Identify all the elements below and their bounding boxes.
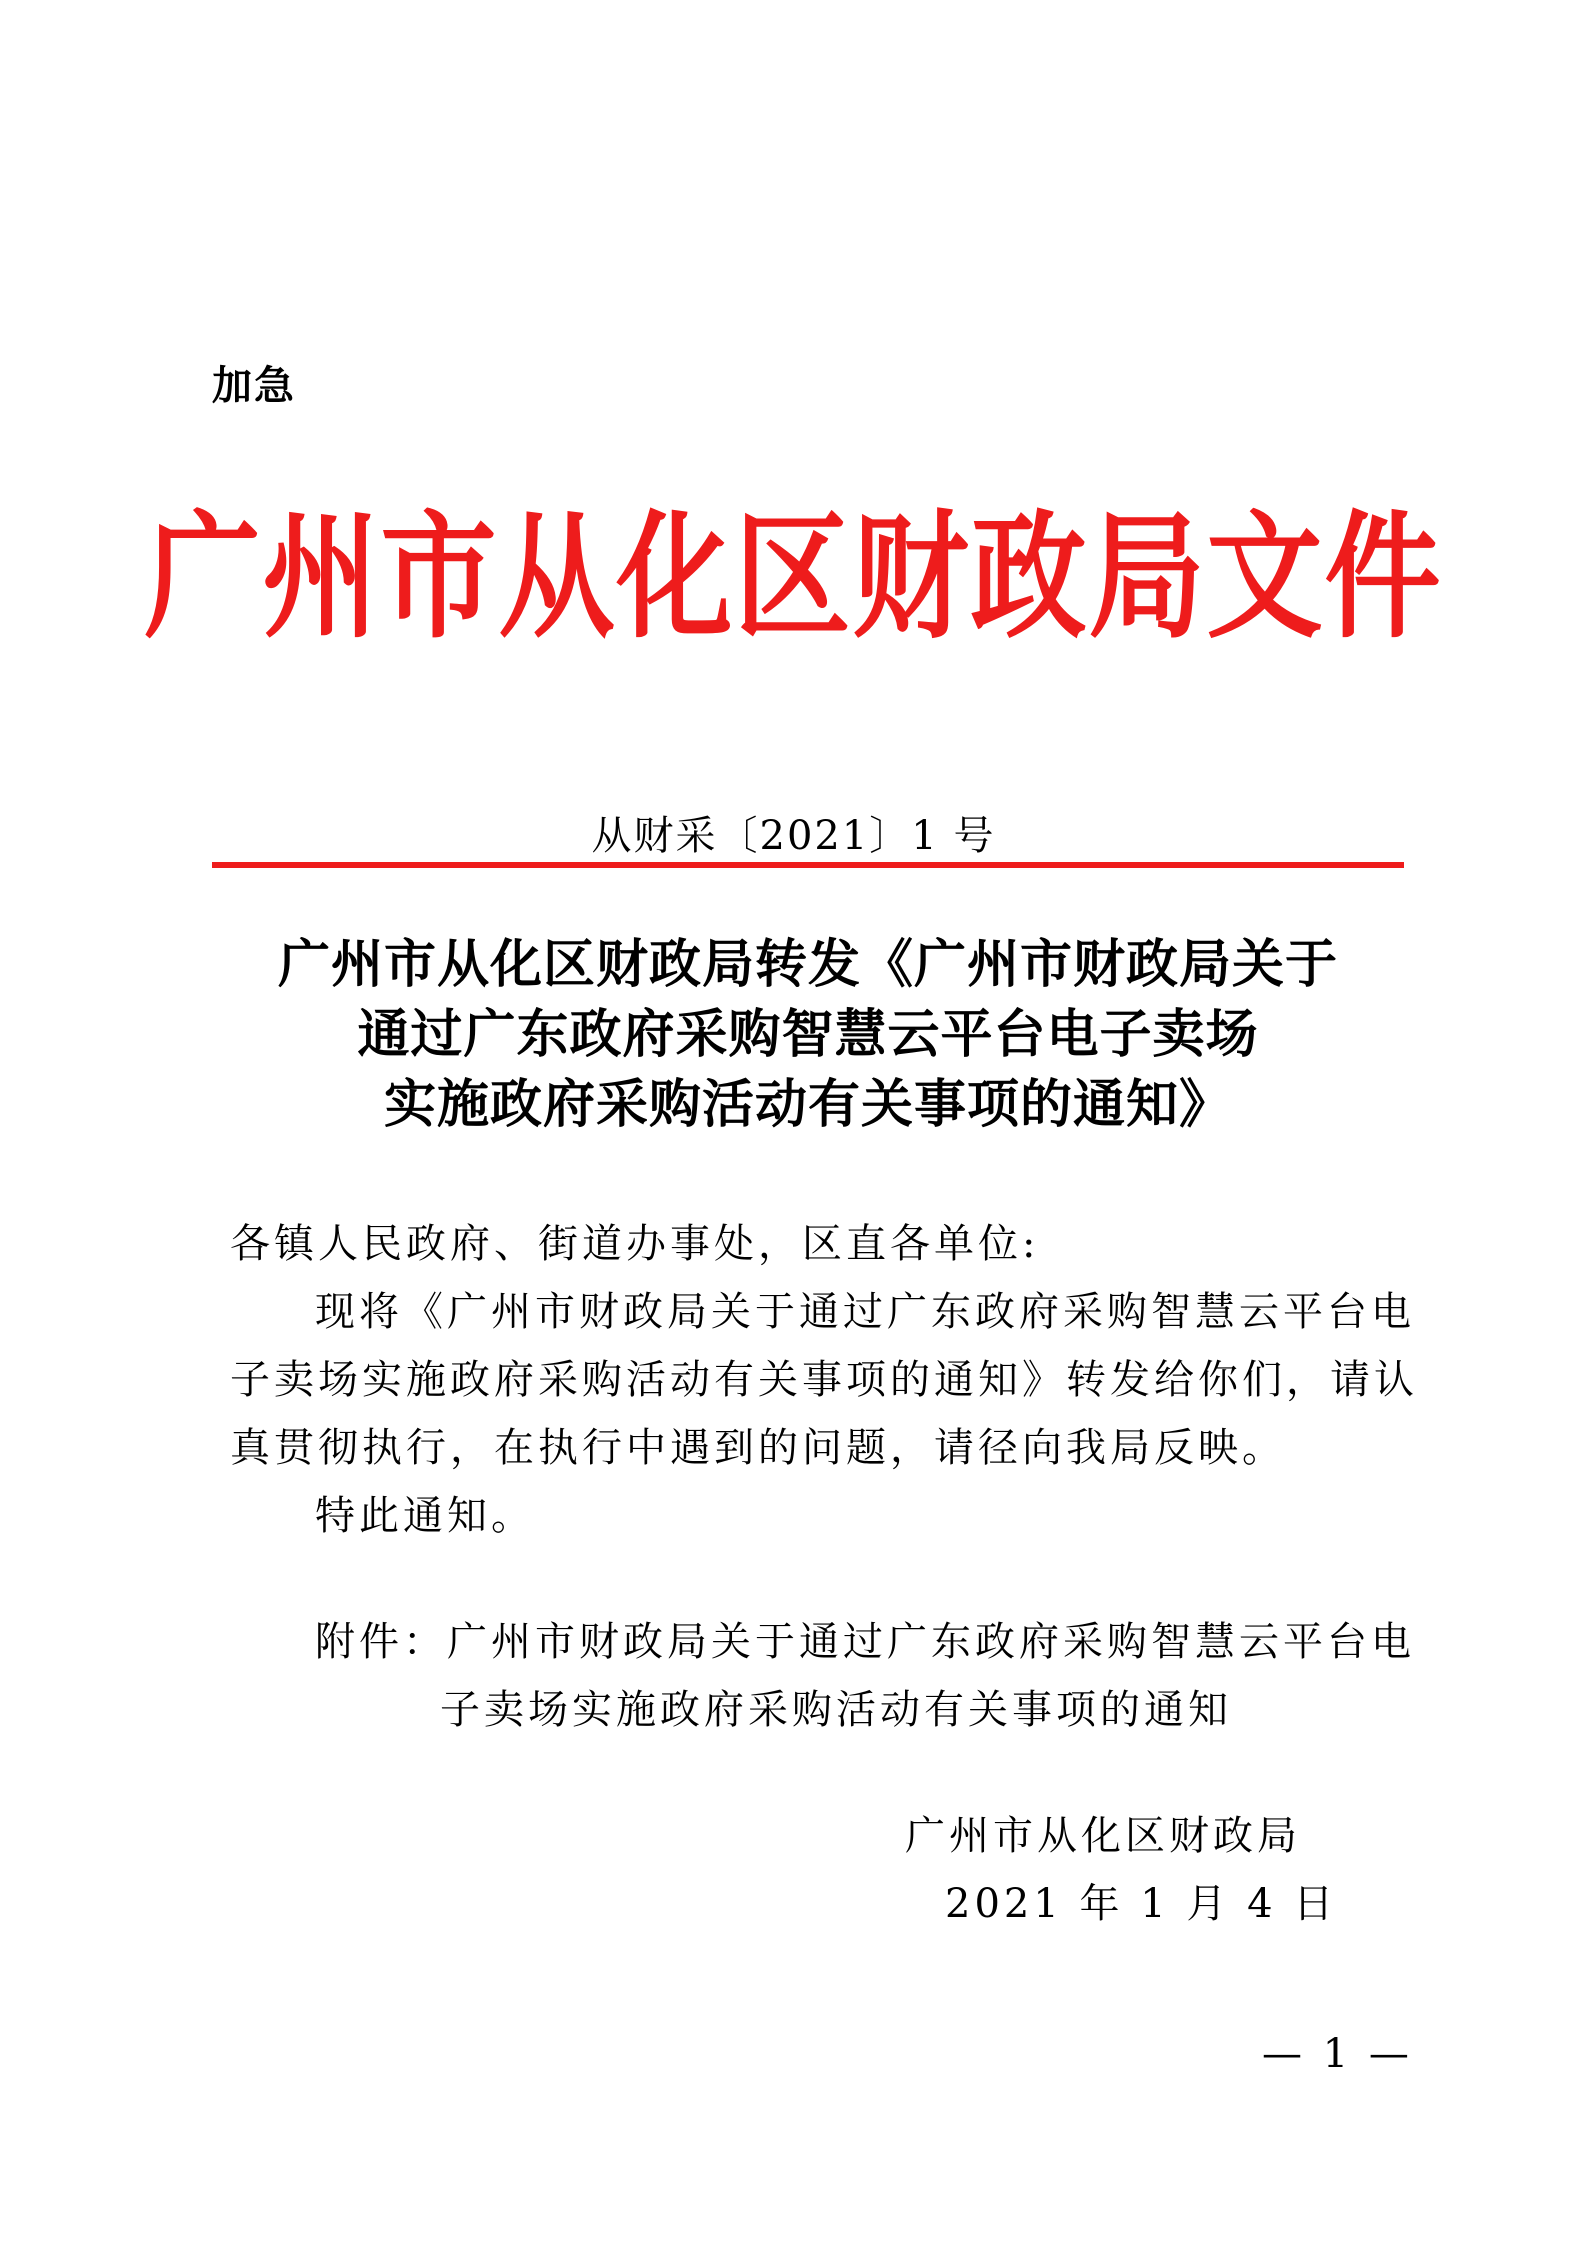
attachment-line: 子卖场实施政府采购活动有关事项的通知 (440, 1687, 1232, 1733)
attachment-line: 附件：广州市财政局关于通过广东政府采购智慧云平台电 (315, 1619, 1415, 1665)
document-title (212, 930, 1404, 1140)
closing-remark: 特此通知。 (315, 1493, 535, 1539)
paragraph-line: 子卖场实施政府采购活动有关事项的通知》转发给你们，请认 (230, 1357, 1418, 1403)
urgency-label: 加急 (212, 363, 296, 409)
title-line: 实施政府采购活动有关事项的通知》 (383, 1074, 1232, 1135)
addressee: 各镇人民政府、街道办事处，区直各单位: (230, 1221, 1040, 1267)
page-number: — 1 — (1262, 2031, 1413, 2077)
document-masthead: 广州市从化区财政局文件 (144, 498, 1443, 658)
attachment-note (315, 1608, 1415, 1744)
body-paragraph (230, 1278, 1418, 1482)
title-line: 通过广东政府采购智慧云平台电子卖场 (357, 1004, 1259, 1065)
red-divider-line (212, 862, 1404, 868)
issuer-signature: 广州市从化区财政局 (905, 1813, 1301, 1859)
issue-date: 2021 年 1 月 4 日 (945, 1881, 1338, 1927)
document-number: 从财采〔2021〕1 号 (591, 813, 996, 859)
title-line: 广州市从化区财政局转发《广州市财政局关于 (277, 934, 1338, 995)
paragraph-line: 现将《广州市财政局关于通过广东政府采购智慧云平台电 (315, 1289, 1415, 1335)
paragraph-line: 真贯彻执行，在执行中遇到的问题，请径向我局反映。 (230, 1425, 1286, 1471)
